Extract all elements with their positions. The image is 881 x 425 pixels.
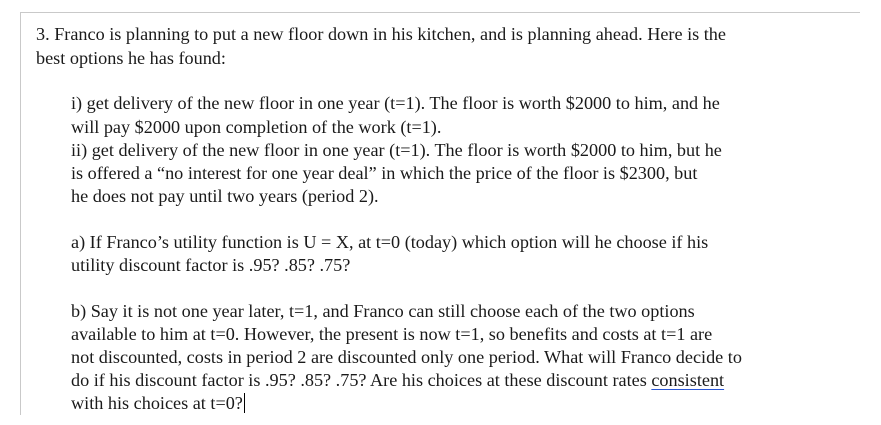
text-cursor <box>244 393 245 413</box>
part-b-line-2: available to him at t=0. However, the present is now t=1, so benefits and costs at t=1 are <box>71 324 713 344</box>
part-b-line-4 <box>71 369 724 392</box>
part-a-line-2: utility discount factor is .95? .85? .75? <box>71 255 351 275</box>
spellcheck-underlined-word[interactable]: consistent <box>651 370 725 390</box>
option-ii-line-1: ii) get delivery of the new floor in one year (t=1). The floor is worth $2000 to him, but he <box>71 140 722 160</box>
part-b-line-5 <box>71 392 245 415</box>
option-ii-line-2: is offered a “no interest for one year deal” in which the price of the floor is $2300, but <box>71 163 698 183</box>
question-intro-line-1: 3. Franco is planning to put a new floor down in his kitchen, and is planning ahead. Here is the <box>36 24 726 44</box>
part-b-line-4-text: do if his discount factor is .95? .85? .75? Are his choices at these discount rates <box>71 370 652 390</box>
option-ii-line-3: he does not pay until two years (period 2). <box>71 186 379 206</box>
option-i-line-2: will pay $2000 upon completion of the work (t=1). <box>71 117 442 137</box>
option-i-line-1: i) get delivery of the new floor in one year (t=1). The floor is worth $2000 to him, and he <box>71 93 720 113</box>
question-intro-line-2: best options he has found: <box>36 48 226 68</box>
part-b-line-1: b) Say it is not one year later, t=1, and Franco can still choose each of the two options <box>71 301 695 321</box>
part-b-last-line-text: with his choices at t=0? <box>71 393 243 413</box>
part-b-line-3: not discounted, costs in period 2 are discounted only one period. What will Franco decide to <box>71 347 742 367</box>
part-a-line-1: a) If Franco’s utility function is U = X, at t=0 (today) which option will he choose if his <box>71 232 709 252</box>
